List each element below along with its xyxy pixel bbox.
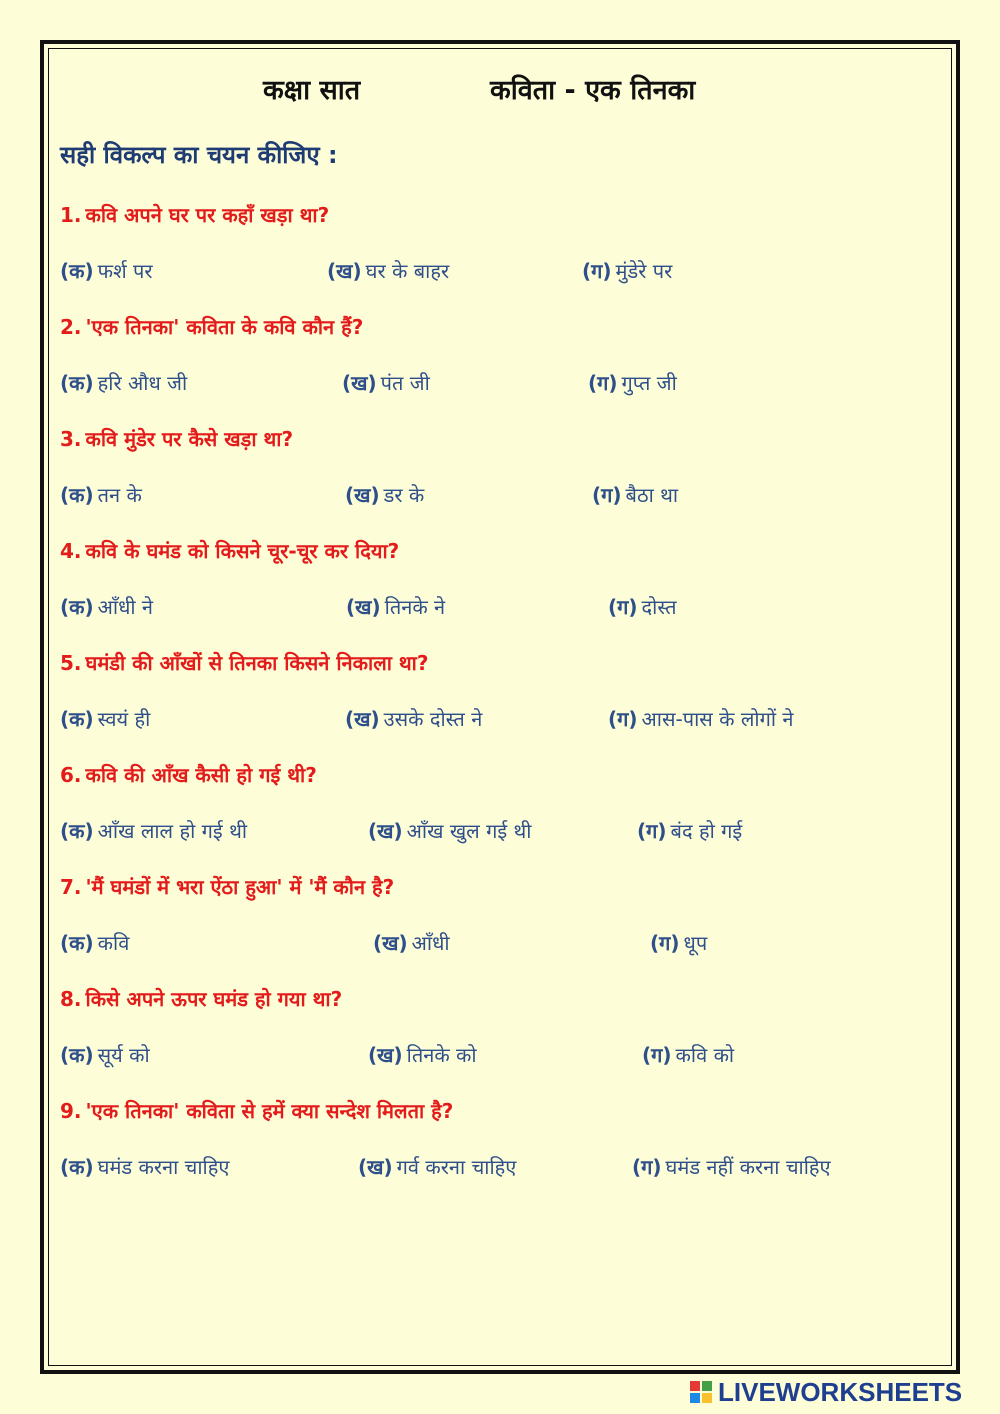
option-2-2[interactable] — [342, 369, 430, 396]
option-text: धूप — [683, 931, 708, 955]
option-4-2[interactable] — [346, 593, 445, 620]
question-text: 'एक तिनका' कविता के कवि कौन हैं? — [85, 315, 364, 339]
option-label: (ख) — [368, 819, 403, 843]
option-label: (ख) — [327, 259, 362, 283]
option-label: (ख) — [358, 1155, 393, 1179]
question-number: 8. — [60, 987, 82, 1011]
option-text: आँख लाल हो गई थी — [97, 819, 248, 843]
option-label: (ग) — [608, 707, 638, 731]
option-9-1[interactable] — [60, 1153, 229, 1180]
option-9-3[interactable] — [632, 1153, 831, 1180]
option-text: तन के — [97, 483, 142, 507]
option-label: (क) — [60, 707, 94, 731]
option-9-2[interactable] — [358, 1153, 516, 1180]
question-7 — [60, 873, 394, 900]
option-label: (क) — [60, 483, 94, 507]
option-5-3[interactable] — [608, 705, 794, 732]
option-3-1[interactable] — [60, 481, 142, 508]
question-number: 7. — [60, 875, 82, 899]
logo-mark-icon — [690, 1381, 714, 1403]
option-text: आँख खुल गई थी — [406, 819, 532, 843]
question-2 — [60, 313, 363, 340]
option-2-1[interactable] — [60, 369, 187, 396]
option-text: डर के — [383, 483, 425, 507]
option-8-1[interactable] — [60, 1041, 150, 1068]
options-row-6 — [0, 817, 1000, 849]
option-text: गर्व करना चाहिए — [396, 1155, 517, 1179]
option-label: (ग) — [637, 819, 667, 843]
question-5 — [60, 649, 428, 676]
option-text: घमंड करना चाहिए — [97, 1155, 230, 1179]
option-label: (क) — [60, 1043, 94, 1067]
option-label: (ग) — [592, 483, 622, 507]
option-text: दोस्त — [641, 595, 677, 619]
option-4-1[interactable] — [60, 593, 153, 620]
question-8 — [60, 985, 342, 1012]
option-7-1[interactable] — [60, 929, 129, 956]
option-text: स्वयं ही — [97, 707, 151, 731]
options-row-7 — [0, 929, 1000, 961]
question-text: घमंडी की आँखों से तिनका किसने निकाला था? — [85, 651, 429, 675]
option-text: उसके दोस्त ने — [383, 707, 483, 731]
option-label: (ग) — [632, 1155, 662, 1179]
option-text: घमंड नहीं करना चाहिए — [665, 1155, 831, 1179]
option-label: (ग) — [608, 595, 638, 619]
option-text: बंद हो गई — [670, 819, 743, 843]
option-label: (ख) — [373, 931, 408, 955]
option-label: (क) — [60, 259, 94, 283]
option-1-1[interactable] — [60, 257, 153, 284]
question-text: 'एक तिनका' कविता से हमें क्या सन्देश मिलता है? — [85, 1099, 454, 1123]
option-6-3[interactable] — [637, 817, 742, 844]
question-1 — [60, 201, 329, 228]
option-6-1[interactable] — [60, 817, 247, 844]
question-6 — [60, 761, 317, 788]
option-3-2[interactable] — [345, 481, 424, 508]
option-label: (क) — [60, 371, 94, 395]
option-label: (ग) — [588, 371, 618, 395]
option-text: तिनके ने — [384, 595, 446, 619]
options-row-8 — [0, 1041, 1000, 1073]
options-row-5 — [0, 705, 1000, 737]
option-label: (क) — [60, 1155, 94, 1179]
options-row-4 — [0, 593, 1000, 625]
logo-text: LIVEWORKSHEETS — [718, 1376, 963, 1407]
question-text: किसे अपने ऊपर घमंड हो गया था? — [85, 987, 343, 1011]
question-text: 'मैं घमंडों में भरा ऐंठा हुआ' में 'मैं कौन है? — [85, 875, 395, 899]
question-number: 9. — [60, 1099, 82, 1123]
option-7-3[interactable] — [650, 929, 707, 956]
question-4 — [60, 537, 399, 564]
option-1-3[interactable] — [582, 257, 672, 284]
question-text: कवि अपने घर पर कहाँ खड़ा था? — [85, 203, 330, 227]
option-label: (क) — [60, 819, 94, 843]
poem-label: कविता - एक तिनका — [490, 75, 696, 106]
option-text: गुप्त जी — [621, 371, 677, 395]
question-9 — [60, 1097, 453, 1124]
question-text: कवि की आँख कैसी हो गई थी? — [85, 763, 317, 787]
question-number: 5. — [60, 651, 82, 675]
option-text: बैठा था — [625, 483, 679, 507]
option-label: (ख) — [345, 483, 380, 507]
option-text: कवि को — [675, 1043, 735, 1067]
class-label: कक्षा सात — [263, 75, 361, 106]
option-8-2[interactable] — [368, 1041, 477, 1068]
options-row-2 — [0, 369, 1000, 401]
option-text: पंत जी — [380, 371, 430, 395]
option-text: फर्श पर — [97, 259, 153, 283]
option-text: घर के बाहर — [365, 259, 450, 283]
question-3 — [60, 425, 293, 452]
instruction-text: सही विकल्प का चयन कीजिए : — [60, 141, 338, 169]
options-row-1 — [0, 257, 1000, 289]
question-text: कवि के घमंड को किसने चूर-चूर कर दिया? — [85, 539, 400, 563]
option-text: सूर्य को — [97, 1043, 150, 1067]
option-text: आँधी — [411, 931, 450, 955]
question-text: कवि मुंडेर पर कैसे खड़ा था? — [85, 427, 294, 451]
question-number: 2. — [60, 315, 82, 339]
option-text: मुंडेरे पर — [615, 259, 673, 283]
question-number: 3. — [60, 427, 82, 451]
option-5-2[interactable] — [345, 705, 482, 732]
option-6-2[interactable] — [368, 817, 532, 844]
option-4-3[interactable] — [608, 593, 677, 620]
option-label: (ख) — [346, 595, 381, 619]
option-7-2[interactable] — [373, 929, 450, 956]
option-label: (क) — [60, 595, 94, 619]
option-text: कवि — [97, 931, 130, 955]
option-label: (क) — [60, 931, 94, 955]
options-row-3 — [0, 481, 1000, 513]
option-5-1[interactable] — [60, 705, 150, 732]
option-label: (ख) — [345, 707, 380, 731]
question-number: 6. — [60, 763, 82, 787]
option-1-2[interactable] — [327, 257, 449, 284]
option-3-3[interactable] — [592, 481, 678, 508]
option-label: (ग) — [582, 259, 612, 283]
option-text: हरि औध जी — [97, 371, 188, 395]
option-text: आँधी ने — [97, 595, 154, 619]
liveworksheets-logo — [690, 1376, 990, 1408]
option-text: आस-पास के लोगों ने — [641, 707, 794, 731]
option-label: (ख) — [368, 1043, 403, 1067]
question-number: 1. — [60, 203, 82, 227]
options-row-9 — [0, 1153, 1000, 1185]
worksheet-title — [0, 70, 1000, 110]
option-8-3[interactable] — [642, 1041, 734, 1068]
question-number: 4. — [60, 539, 82, 563]
option-text: तिनके को — [406, 1043, 477, 1067]
option-label: (ग) — [642, 1043, 672, 1067]
option-2-3[interactable] — [588, 369, 677, 396]
option-label: (ख) — [342, 371, 377, 395]
option-label: (ग) — [650, 931, 680, 955]
